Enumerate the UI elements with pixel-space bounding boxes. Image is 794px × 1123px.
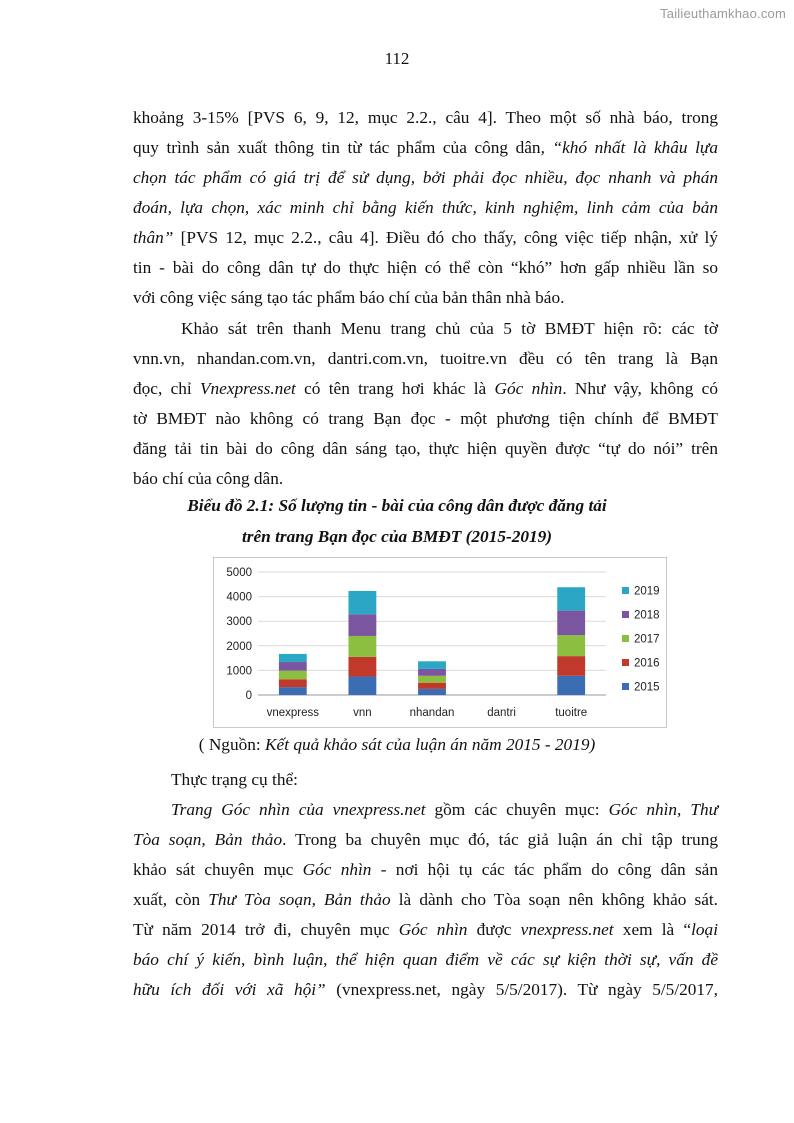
x-tick-label: vnn <box>353 707 372 719</box>
text-line: với công việc sáng tạo tác phẩm báo chí của bản thân nhà báo. <box>133 288 565 307</box>
legend-swatch-2018 <box>622 611 629 618</box>
paragraph-1 <box>133 103 718 313</box>
x-tick-label: dantri <box>487 707 516 719</box>
text-line: chọn tác phẩm có giá trị để sử dụng, bởi phải đọc nhiều, đọc nhanh và phán <box>133 168 718 187</box>
text-line: Tòa soạn, Bản thảo. Trong ba chuyên mục đó, tác giả luận án chỉ tập trung <box>133 830 718 849</box>
text-line: vnn.vn, nhandan.com.vn, dantri.com.vn, tuoitre.vn đều có tên trang là Bạn <box>133 349 718 368</box>
bar-segment-vnexpress-2017 <box>279 671 307 680</box>
chart-source: ( Nguồn: Kết quả khảo sát của luận án năm 2015 - 2019) <box>198 735 596 754</box>
bar-segment-tuoitre-2017 <box>557 635 585 656</box>
legend-swatch-2017 <box>622 635 629 642</box>
legend-label: 2016 <box>634 657 660 670</box>
bar-segment-nhandan-2018 <box>418 669 446 676</box>
text-line: Thực trạng cụ thể: <box>171 770 298 789</box>
bar-segment-nhandan-2017 <box>418 676 446 683</box>
legend-label: 2019 <box>634 585 660 598</box>
bar-segment-vnexpress-2018 <box>279 662 307 671</box>
bar-segment-vnexpress-2015 <box>279 687 307 695</box>
y-tick-label: 1000 <box>226 665 252 678</box>
text-line: hữu ích đối với xã hội” (vnexpress.net, ngày 5/5/2017). Từ ngày 5/5/2017, <box>133 980 719 999</box>
y-tick-label: 2000 <box>226 640 252 653</box>
chart-caption-line-2: trên trang Bạn đọc của BMĐT (2015-2019) <box>241 527 553 546</box>
y-tick-label: 3000 <box>226 616 252 629</box>
y-tick-label: 0 <box>245 690 252 702</box>
legend-swatch-2019 <box>622 587 629 594</box>
bar-segment-nhandan-2019 <box>418 661 446 669</box>
x-tick-label: vnexpress <box>266 707 320 719</box>
page-number: 112 <box>384 49 410 68</box>
stacked-bar-chart <box>213 557 667 728</box>
bar-segment-vnn-2015 <box>348 677 376 695</box>
bar-segment-tuoitre-2019 <box>557 587 585 610</box>
bar-segment-vnexpress-2016 <box>279 679 307 687</box>
text-line: đăng tải tin bài do công dân sáng tạo, thực hiện quyền được “tự do nói” trên <box>133 439 718 458</box>
bar-segment-vnn-2019 <box>348 591 376 614</box>
y-tick-label: 4000 <box>226 591 252 604</box>
bar-segment-vnexpress-2019 <box>279 654 307 662</box>
text-line: quy trình sản xuất thông tin từ tác phẩm của công dân, “khó nhất là khâu lựa <box>133 138 718 157</box>
text-line: khoảng 3-15% [PVS 6, 9, 12, mục 2.2., câu 4]. Theo một số nhà báo, trong <box>133 108 718 127</box>
text-line: thân” [PVS 12, mục 2.2., câu 4]. Điều đó cho thấy, công việc tiếp nhận, xử lý <box>133 228 718 247</box>
x-tick-label: tuoitre <box>555 707 588 719</box>
legend-label: 2017 <box>634 633 660 646</box>
x-tick-label: nhandan <box>409 707 455 719</box>
paragraph-3 <box>133 765 718 1005</box>
text-line: Trang Góc nhìn của vnexpress.net gồm các chuyên mục: Góc nhìn, Thư <box>171 800 719 819</box>
chart-canvas <box>214 558 666 727</box>
text-line: báo chí của công dân. <box>133 469 284 488</box>
paragraph-2 <box>133 314 718 494</box>
watermark: Tailieuthamkhao.com <box>660 6 786 21</box>
bar-segment-vnn-2016 <box>348 657 376 677</box>
bar-segment-nhandan-2015 <box>418 689 446 695</box>
text-line: báo chí ý kiến, bình luận, thể hiện quan điểm về các sự kiện thời sự, vấn đề <box>133 950 718 969</box>
bar-segment-vnn-2017 <box>348 636 376 657</box>
text-line: tin - bài do công dân tự do thực hiện có thể còn “khó” hơn gấp nhiều lần so <box>133 258 718 277</box>
bar-segment-tuoitre-2018 <box>557 611 585 636</box>
bar-segment-tuoitre-2015 <box>557 676 585 695</box>
text-line: đoán, lựa chọn, xác minh chỉ bằng kiến thức, kinh nghiệm, linh cảm của bản <box>133 198 718 217</box>
text-line: khảo sát chuyên mục Góc nhìn - nơi hội tụ các tác phẩm do công dân sản <box>133 860 718 879</box>
bar-segment-tuoitre-2016 <box>557 656 585 676</box>
text-line: tờ BMĐT nào không có trang Bạn đọc - một phương tiện chính để BMĐT <box>133 409 718 428</box>
bar-segment-nhandan-2016 <box>418 683 446 689</box>
legend-swatch-2015 <box>622 683 629 690</box>
text-line: đọc, chỉ Vnexpress.net có tên trang hơi khác là Góc nhìn. Như vậy, không có <box>133 379 718 398</box>
y-tick-label: 5000 <box>226 567 252 579</box>
text-line: xuất, còn Thư Tòa soạn, Bản thảo là dành cho Tòa soạn nên không khảo sát. <box>133 890 718 909</box>
legend-label: 2018 <box>634 609 660 622</box>
text-line: Khảo sát trên thanh Menu trang chủ của 5 tờ BMĐT hiện rõ: các tờ <box>181 319 718 338</box>
chart-caption-line-1: Biểu đồ 2.1: Số lượng tin - bài của công dân được đăng tải <box>187 496 607 515</box>
text-line: Từ năm 2014 trở đi, chuyên mục Góc nhìn được vnexpress.net xem là “loại <box>133 920 718 939</box>
legend-swatch-2016 <box>622 659 629 666</box>
bar-segment-vnn-2018 <box>348 614 376 636</box>
legend-label: 2015 <box>634 681 660 694</box>
